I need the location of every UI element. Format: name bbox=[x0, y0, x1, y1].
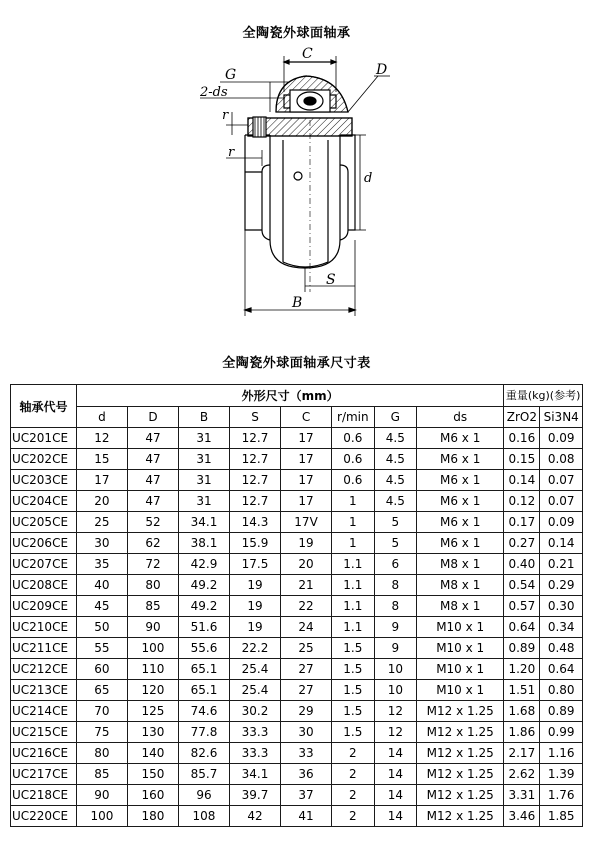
table-row bbox=[11, 470, 583, 491]
table-cell: M10 x 1 bbox=[417, 659, 504, 680]
table-cell: 0.6 bbox=[332, 470, 375, 491]
table-cell: 1.5 bbox=[332, 701, 375, 722]
table-cell: 10 bbox=[374, 659, 417, 680]
table-cell: 1.1 bbox=[332, 596, 375, 617]
table-cell: 85.7 bbox=[178, 764, 229, 785]
table-cell: 0.6 bbox=[332, 449, 375, 470]
bearing-code-cell: UC203CE bbox=[11, 470, 77, 491]
table-cell: 0.27 bbox=[504, 533, 540, 554]
table-cell: 19 bbox=[230, 575, 281, 596]
table-cell: 30 bbox=[76, 533, 127, 554]
table-cell: 4.5 bbox=[374, 449, 417, 470]
table-cell: 82.6 bbox=[178, 743, 229, 764]
table-cell: 108 bbox=[178, 806, 229, 827]
bearing-code-cell: UC202CE bbox=[11, 449, 77, 470]
table-cell: 17V bbox=[281, 512, 332, 533]
table-cell: M6 x 1 bbox=[417, 428, 504, 449]
table-cell: 51.6 bbox=[178, 617, 229, 638]
table-cell: 3.46 bbox=[504, 806, 540, 827]
table-cell: 41 bbox=[281, 806, 332, 827]
table-cell: 1.85 bbox=[540, 806, 583, 827]
table-cell: 14 bbox=[374, 785, 417, 806]
bearing-code-cell: UC216CE bbox=[11, 743, 77, 764]
table-cell: 62 bbox=[127, 533, 178, 554]
table-cell: 33.3 bbox=[230, 722, 281, 743]
table-row bbox=[11, 659, 583, 680]
table-cell: 49.2 bbox=[178, 575, 229, 596]
table-cell: 5 bbox=[374, 533, 417, 554]
table-cell: 52 bbox=[127, 512, 178, 533]
table-cell: 0.15 bbox=[504, 449, 540, 470]
table-cell: 1.5 bbox=[332, 680, 375, 701]
table-cell: 140 bbox=[127, 743, 178, 764]
table-cell: 0.09 bbox=[540, 428, 583, 449]
table-cell: 30.2 bbox=[230, 701, 281, 722]
table-cell: M6 x 1 bbox=[417, 512, 504, 533]
table-cell: 2.62 bbox=[504, 764, 540, 785]
table-cell: 0.30 bbox=[540, 596, 583, 617]
table-cell: 14 bbox=[374, 743, 417, 764]
column-header: S bbox=[230, 406, 281, 428]
table-cell: M12 x 1.25 bbox=[417, 806, 504, 827]
table-cell: 0.54 bbox=[504, 575, 540, 596]
table-cell: 90 bbox=[127, 617, 178, 638]
table-row bbox=[11, 743, 583, 764]
table-row bbox=[11, 764, 583, 785]
table-row bbox=[11, 806, 583, 827]
page-title: 全陶瓷外球面轴承 bbox=[242, 26, 351, 41]
weight-header: 重量(kg)(参考) bbox=[504, 385, 583, 407]
table-cell: 9 bbox=[374, 617, 417, 638]
table-cell: 1.51 bbox=[504, 680, 540, 701]
table-title: 全陶瓷外球面轴承尺寸表 bbox=[222, 356, 371, 371]
column-header: D bbox=[127, 406, 178, 428]
table-cell: 85 bbox=[127, 596, 178, 617]
table-cell: M6 x 1 bbox=[417, 491, 504, 512]
table-cell: 1.1 bbox=[332, 575, 375, 596]
table-cell: 180 bbox=[127, 806, 178, 827]
table-cell: 0.80 bbox=[540, 680, 583, 701]
table-cell: 0.6 bbox=[332, 428, 375, 449]
table-cell: 0.14 bbox=[504, 470, 540, 491]
table-cell: M12 x 1.25 bbox=[417, 785, 504, 806]
label-r-top: r bbox=[222, 108, 229, 123]
table-cell: 1.5 bbox=[332, 638, 375, 659]
code-header: 轴承代号 bbox=[11, 385, 77, 428]
table-cell: 25 bbox=[281, 638, 332, 659]
table-cell: 100 bbox=[76, 806, 127, 827]
bearing-code-cell: UC206CE bbox=[11, 533, 77, 554]
bearing-code-cell: UC207CE bbox=[11, 554, 77, 575]
table-cell: 27 bbox=[281, 680, 332, 701]
table-cell: 31 bbox=[178, 449, 229, 470]
table-cell: 8 bbox=[374, 596, 417, 617]
table-row bbox=[11, 533, 583, 554]
bearing-code-cell: UC208CE bbox=[11, 575, 77, 596]
table-cell: M12 x 1.25 bbox=[417, 743, 504, 764]
table-cell: 49.2 bbox=[178, 596, 229, 617]
table-cell: 25.4 bbox=[230, 680, 281, 701]
table-cell: 1.76 bbox=[540, 785, 583, 806]
table-cell: 1 bbox=[332, 533, 375, 554]
table-cell: 25 bbox=[76, 512, 127, 533]
table-cell: 5 bbox=[374, 512, 417, 533]
table-cell: M6 x 1 bbox=[417, 533, 504, 554]
table-row bbox=[11, 428, 583, 449]
table-cell: 150 bbox=[127, 764, 178, 785]
table-cell: 47 bbox=[127, 449, 178, 470]
table-cell: 14 bbox=[374, 806, 417, 827]
table-row bbox=[11, 785, 583, 806]
table-cell: 20 bbox=[76, 491, 127, 512]
table-cell: 34.1 bbox=[178, 512, 229, 533]
table-cell: 96 bbox=[178, 785, 229, 806]
table-cell: 10 bbox=[374, 680, 417, 701]
table-cell: M6 x 1 bbox=[417, 470, 504, 491]
table-cell: 12 bbox=[76, 428, 127, 449]
table-cell: 80 bbox=[76, 743, 127, 764]
table-cell: 65.1 bbox=[178, 680, 229, 701]
table-cell: 14 bbox=[374, 764, 417, 785]
table-cell: 0.89 bbox=[504, 638, 540, 659]
table-cell: 30 bbox=[281, 722, 332, 743]
table-row bbox=[11, 617, 583, 638]
table-cell: 2 bbox=[332, 806, 375, 827]
table-cell: 31 bbox=[178, 428, 229, 449]
table-row bbox=[11, 491, 583, 512]
table-cell: 19 bbox=[230, 596, 281, 617]
table-cell: 1.39 bbox=[540, 764, 583, 785]
table-cell: 55 bbox=[76, 638, 127, 659]
table-row bbox=[11, 449, 583, 470]
table-cell: M8 x 1 bbox=[417, 575, 504, 596]
table-cell: 0.07 bbox=[540, 491, 583, 512]
bearing-code-cell: UC205CE bbox=[11, 512, 77, 533]
table-cell: 22 bbox=[281, 596, 332, 617]
table-body bbox=[11, 428, 583, 827]
table-cell: 40 bbox=[76, 575, 127, 596]
table-cell: 14.3 bbox=[230, 512, 281, 533]
table-cell: 12 bbox=[374, 722, 417, 743]
table-cell: 120 bbox=[127, 680, 178, 701]
table-cell: 9 bbox=[374, 638, 417, 659]
table-cell: 1 bbox=[332, 512, 375, 533]
table-cell: 50 bbox=[76, 617, 127, 638]
column-header: r/min bbox=[332, 406, 375, 428]
bearing-code-cell: UC211CE bbox=[11, 638, 77, 659]
bearing-diagram bbox=[190, 40, 400, 320]
table-cell: 36 bbox=[281, 764, 332, 785]
bearing-code-cell: UC218CE bbox=[11, 785, 77, 806]
bearing-spec-table bbox=[10, 384, 583, 827]
table-cell: 1.68 bbox=[504, 701, 540, 722]
column-header: ZrO2 bbox=[504, 406, 540, 428]
label-r-bottom: r bbox=[228, 145, 235, 160]
table-cell: 2 bbox=[332, 743, 375, 764]
table-cell: M12 x 1.25 bbox=[417, 764, 504, 785]
table-cell: 2 bbox=[332, 764, 375, 785]
table-cell: 70 bbox=[76, 701, 127, 722]
table-cell: 37 bbox=[281, 785, 332, 806]
table-cell: 4.5 bbox=[374, 470, 417, 491]
bearing-code-cell: UC215CE bbox=[11, 722, 77, 743]
table-row bbox=[11, 722, 583, 743]
table-cell: 47 bbox=[127, 491, 178, 512]
bearing-code-cell: UC220CE bbox=[11, 806, 77, 827]
label-d-inner: d bbox=[364, 171, 373, 186]
table-cell: 47 bbox=[127, 470, 178, 491]
table-cell: 60 bbox=[76, 659, 127, 680]
column-header: ds bbox=[417, 406, 504, 428]
table-cell: 12.7 bbox=[230, 449, 281, 470]
table-cell: 74.6 bbox=[178, 701, 229, 722]
table-cell: M10 x 1 bbox=[417, 680, 504, 701]
table-cell: 4.5 bbox=[374, 428, 417, 449]
table-cell: 0.08 bbox=[540, 449, 583, 470]
bearing-code-cell: UC214CE bbox=[11, 701, 77, 722]
table-row bbox=[11, 596, 583, 617]
table-cell: 1.16 bbox=[540, 743, 583, 764]
table-cell: 0.57 bbox=[504, 596, 540, 617]
table-cell: 19 bbox=[230, 617, 281, 638]
table-cell: 27 bbox=[281, 659, 332, 680]
table-cell: 0.64 bbox=[504, 617, 540, 638]
table-cell: 0.17 bbox=[504, 512, 540, 533]
table-cell: 17 bbox=[76, 470, 127, 491]
table-cell: 15 bbox=[76, 449, 127, 470]
table-row bbox=[11, 638, 583, 659]
table-cell: 17 bbox=[281, 428, 332, 449]
table-cell: 0.16 bbox=[504, 428, 540, 449]
table-cell: 12.7 bbox=[230, 428, 281, 449]
label-g: G bbox=[225, 67, 237, 83]
table-cell: 42 bbox=[230, 806, 281, 827]
table-cell: 6 bbox=[374, 554, 417, 575]
table-cell: 31 bbox=[178, 470, 229, 491]
column-header: G bbox=[374, 406, 417, 428]
table-cell: 3.31 bbox=[504, 785, 540, 806]
bearing-code-cell: UC201CE bbox=[11, 428, 77, 449]
bearing-code-cell: UC217CE bbox=[11, 764, 77, 785]
table-cell: 65 bbox=[76, 680, 127, 701]
column-header: Si3N4 bbox=[540, 406, 583, 428]
table-cell: 1.5 bbox=[332, 659, 375, 680]
table-cell: 12 bbox=[374, 701, 417, 722]
table-cell: 17 bbox=[281, 491, 332, 512]
label-d-outer: D bbox=[376, 62, 388, 78]
table-cell: 1.20 bbox=[504, 659, 540, 680]
table-cell: 80 bbox=[127, 575, 178, 596]
table-cell: M12 x 1.25 bbox=[417, 701, 504, 722]
table-cell: 0.29 bbox=[540, 575, 583, 596]
table-cell: 1.5 bbox=[332, 722, 375, 743]
dims-header: 外形尺寸（mm） bbox=[76, 385, 503, 407]
table-cell: 0.64 bbox=[540, 659, 583, 680]
table-cell: 0.21 bbox=[540, 554, 583, 575]
table-cell: 85 bbox=[76, 764, 127, 785]
table-cell: 0.14 bbox=[540, 533, 583, 554]
table-cell: 29 bbox=[281, 701, 332, 722]
column-header: C bbox=[281, 406, 332, 428]
table-cell: 47 bbox=[127, 428, 178, 449]
table-cell: 20 bbox=[281, 554, 332, 575]
table-row bbox=[11, 680, 583, 701]
table-cell: 2.17 bbox=[504, 743, 540, 764]
table-cell: M10 x 1 bbox=[417, 617, 504, 638]
label-2ds: 2-ds bbox=[200, 85, 228, 100]
table-cell: 0.99 bbox=[540, 722, 583, 743]
table-row bbox=[11, 701, 583, 722]
table-cell: 0.89 bbox=[540, 701, 583, 722]
table-cell: 1.1 bbox=[332, 554, 375, 575]
column-header-row bbox=[11, 406, 583, 428]
table-cell: 1.1 bbox=[332, 617, 375, 638]
table-cell: 77.8 bbox=[178, 722, 229, 743]
table-cell: 31 bbox=[178, 491, 229, 512]
table-cell: 0.48 bbox=[540, 638, 583, 659]
table-cell: 33 bbox=[281, 743, 332, 764]
table-cell: 17 bbox=[281, 449, 332, 470]
table-row bbox=[11, 575, 583, 596]
table-cell: 39.7 bbox=[230, 785, 281, 806]
table-row bbox=[11, 512, 583, 533]
table-cell: 125 bbox=[127, 701, 178, 722]
bearing-code-cell: UC210CE bbox=[11, 617, 77, 638]
table-cell: M8 x 1 bbox=[417, 596, 504, 617]
table-cell: 65.1 bbox=[178, 659, 229, 680]
table-cell: M6 x 1 bbox=[417, 449, 504, 470]
column-header: d bbox=[76, 406, 127, 428]
table-cell: 1.86 bbox=[504, 722, 540, 743]
table-cell: 160 bbox=[127, 785, 178, 806]
table-cell: 75 bbox=[76, 722, 127, 743]
table-cell: 12.7 bbox=[230, 491, 281, 512]
bearing-code-cell: UC204CE bbox=[11, 491, 77, 512]
table-cell: 17.5 bbox=[230, 554, 281, 575]
table-cell: 1 bbox=[332, 491, 375, 512]
table-cell: 90 bbox=[76, 785, 127, 806]
table-cell: 2 bbox=[332, 785, 375, 806]
table-cell: 21 bbox=[281, 575, 332, 596]
column-header: B bbox=[178, 406, 229, 428]
table-cell: M10 x 1 bbox=[417, 638, 504, 659]
table-cell: 45 bbox=[76, 596, 127, 617]
table-cell: 100 bbox=[127, 638, 178, 659]
table-cell: 17 bbox=[281, 470, 332, 491]
table-cell: 0.12 bbox=[504, 491, 540, 512]
table-cell: 0.09 bbox=[540, 512, 583, 533]
label-c: C bbox=[302, 46, 313, 62]
label-s: S bbox=[326, 272, 336, 288]
table-cell: 42.9 bbox=[178, 554, 229, 575]
table-cell: 24 bbox=[281, 617, 332, 638]
table-cell: 0.07 bbox=[540, 470, 583, 491]
table-cell: 33.3 bbox=[230, 743, 281, 764]
table-cell: 0.34 bbox=[540, 617, 583, 638]
table-cell: 8 bbox=[374, 575, 417, 596]
table-cell: 22.2 bbox=[230, 638, 281, 659]
table-cell: 19 bbox=[281, 533, 332, 554]
table-cell: 38.1 bbox=[178, 533, 229, 554]
table-cell: 0.40 bbox=[504, 554, 540, 575]
bearing-code-cell: UC209CE bbox=[11, 596, 77, 617]
table-cell: 35 bbox=[76, 554, 127, 575]
table-cell: 12.7 bbox=[230, 470, 281, 491]
table-cell: M12 x 1.25 bbox=[417, 722, 504, 743]
table-cell: 110 bbox=[127, 659, 178, 680]
bearing-code-cell: UC212CE bbox=[11, 659, 77, 680]
table-row bbox=[11, 554, 583, 575]
table-cell: 15.9 bbox=[230, 533, 281, 554]
bearing-code-cell: UC213CE bbox=[11, 680, 77, 701]
label-b: B bbox=[292, 295, 303, 311]
table-cell: 34.1 bbox=[230, 764, 281, 785]
table-cell: M8 x 1 bbox=[417, 554, 504, 575]
table-cell: 25.4 bbox=[230, 659, 281, 680]
table-cell: 4.5 bbox=[374, 491, 417, 512]
table-cell: 55.6 bbox=[178, 638, 229, 659]
table-cell: 130 bbox=[127, 722, 178, 743]
table-cell: 72 bbox=[127, 554, 178, 575]
